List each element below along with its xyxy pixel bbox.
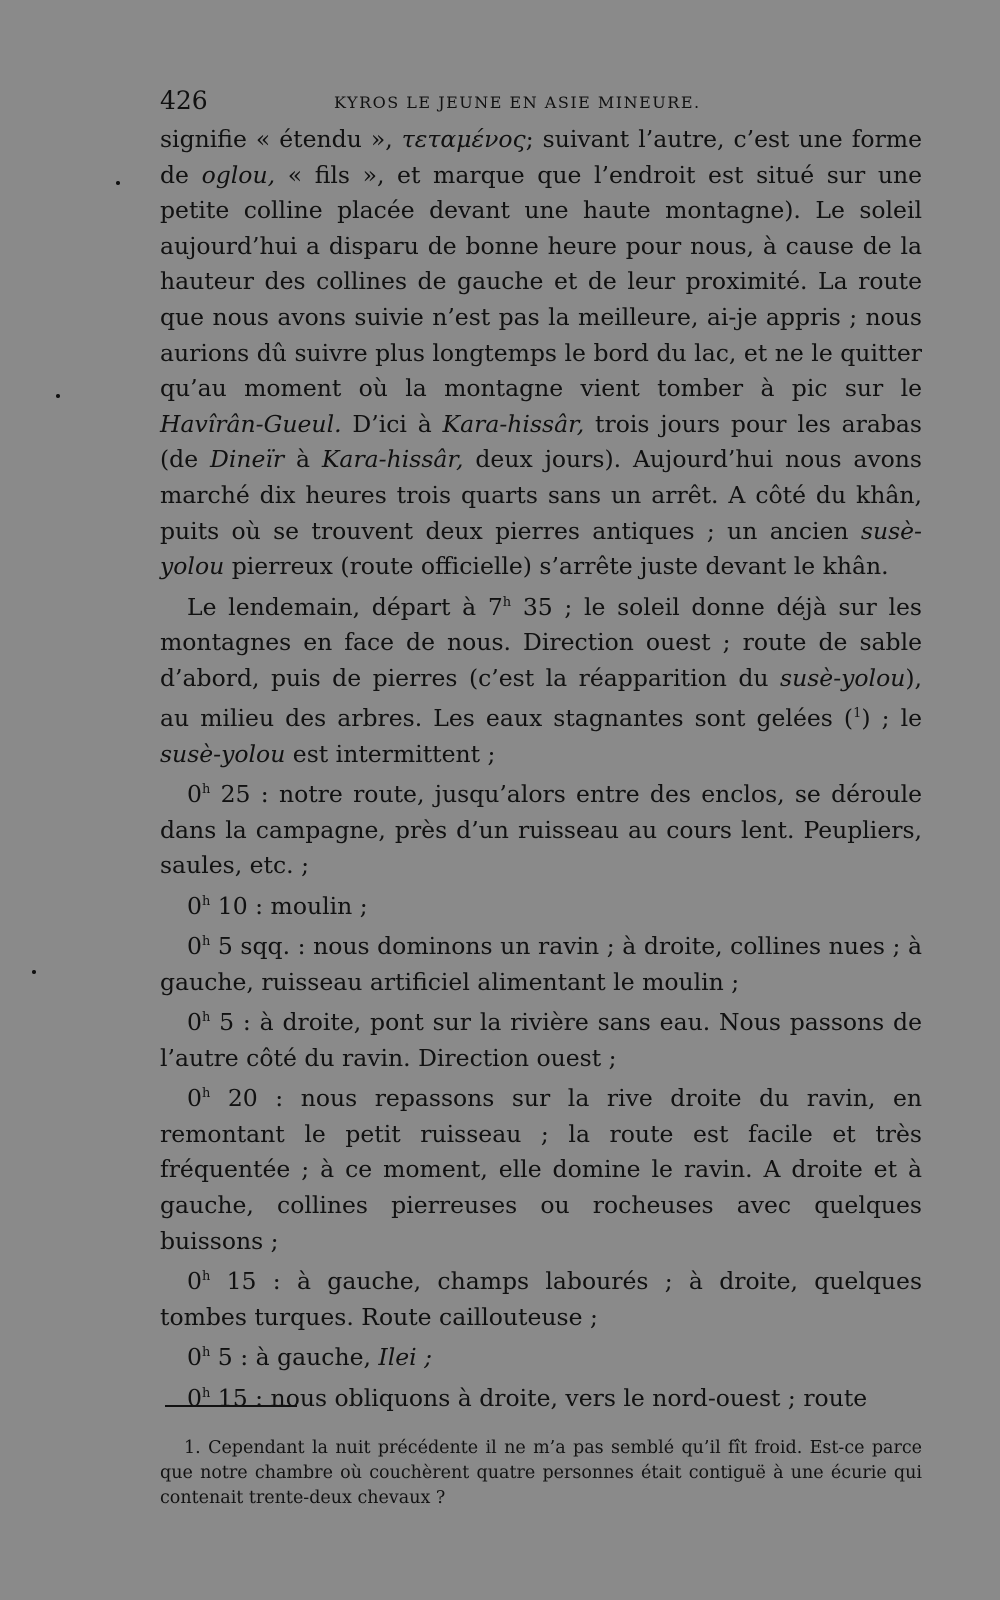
print-speck	[116, 181, 120, 185]
text-run: à	[284, 445, 322, 474]
entry-text: 5 sqq. : nous dominons un ravin ; à droite, collines nues ; à gauche, ruisseau artificiel alimentant le moulin ;	[160, 932, 922, 996]
entry-text: 5 : à droite, pont sur la rivière sans eau. Nous passons de l’autre côté du ravin. Direction ouest ;	[160, 1008, 922, 1072]
text-run: ) ; le	[861, 704, 922, 733]
itinerary-entry	[160, 1335, 922, 1375]
italic-term: susè-yolou	[160, 739, 286, 768]
entry-text: 25 : notre route, jusqu’alors entre des enclos, se déroule dans la campagne, près d’un ruisseau au cours lent. Peupliers, saules, etc. ;	[160, 780, 922, 880]
superscript: h	[201, 1345, 211, 1361]
entry-text: 5 : à gauche,	[210, 1343, 379, 1372]
entry-time: 0	[187, 1383, 202, 1412]
entry-time: 0	[187, 1084, 202, 1113]
text-run: trois jours pour les arabas (de	[160, 409, 922, 474]
running-head: KYROS LE JEUNE EN ASIE MINEURE.	[334, 93, 701, 112]
entry-time: 0	[187, 1343, 202, 1372]
text-run: deux jours). Aujourd’hui nous avons marché dix heures trois quarts sans un arrêt. A côté du khân, puits où se trouvent deux pierres antiques ; un ancien	[160, 445, 922, 545]
italic-term: oglou,	[201, 160, 276, 189]
superscript: h	[502, 594, 512, 610]
italic-place-name: Kara-hissâr,	[442, 409, 585, 438]
text-run: ), au milieu des arbres. Les eaux stagnantes sont gelées (	[160, 663, 922, 733]
superscript: h	[201, 1086, 211, 1102]
footnote-divider	[165, 1405, 297, 1407]
itinerary-entry	[160, 884, 922, 924]
itinerary-entry	[160, 1076, 922, 1259]
itinerary-entry	[160, 1376, 922, 1416]
text-run: Le lendemain, départ à 7	[187, 592, 503, 621]
superscript: h	[201, 782, 211, 798]
text-run: pierreux (route officielle) s’arrête juste devant le khân.	[224, 552, 889, 581]
entry-text: 15 : à gauche, champs labourés ; à droite, quelques tombes turques. Route caillouteuse ;	[160, 1267, 922, 1331]
superscript: h	[201, 1010, 211, 1026]
itinerary-entry	[160, 924, 922, 1000]
entry-time: 0	[187, 1267, 202, 1296]
entry-time: 0	[187, 780, 202, 809]
superscript: h	[201, 1385, 211, 1401]
footnote-reference: 1	[853, 706, 862, 722]
footnote-number: 1.	[184, 1438, 201, 1458]
text-run: ; suivant l’autre, c’est une forme de	[160, 125, 922, 189]
text-run: est intermittent ;	[285, 739, 496, 768]
itinerary-entry	[160, 1000, 922, 1076]
italic-place-name: Havîrân-Gueul.	[160, 409, 342, 438]
itinerary-entry	[160, 772, 922, 884]
entry-text: 15 : nous obliquons à droite, vers le nord-ouest ; route	[210, 1383, 868, 1412]
superscript: h	[201, 1269, 211, 1285]
superscript: h	[201, 934, 211, 950]
italic-place-name: Kara-hissâr,	[321, 445, 464, 474]
entry-time: 0	[187, 1008, 202, 1037]
text-run: D’ici à	[341, 409, 443, 438]
italic-place-name: Dineïr	[209, 445, 285, 474]
paragraph	[160, 122, 922, 585]
page	[160, 86, 922, 1416]
entry-text: 20 : nous repassons sur la rive droite du ravin, en remontant le petit ruisseau ; la route est facile et très fréquentée ; à ce moment, elle domine le ravin. A droite et à gauche, collines pierreuses ou rocheuses avec quelques buissons ;	[160, 1084, 922, 1255]
footnote	[160, 1436, 922, 1511]
greek-word: τεταμένος	[401, 125, 526, 153]
entry-time: 0	[187, 891, 202, 920]
itinerary-entry	[160, 1259, 922, 1335]
text-run: signifie « étendu »,	[160, 125, 402, 153]
footnote-text: Cependant la nuit précédente il ne m’a pas semblé qu’il fît froid. Est-ce parce que notre chambre où couchèrent quatre personnes était contiguë à une écurie qui contenait trente-deux chevaux ?	[160, 1438, 922, 1508]
print-speck	[56, 394, 60, 398]
paragraph	[160, 585, 922, 773]
italic-term: susè-yolou	[780, 663, 906, 692]
page-header	[160, 86, 922, 122]
italic-place-name: Ilei ;	[378, 1343, 433, 1372]
text-run: « fils », et marque que l’endroit est situé sur une petite colline placée devant une haute montagne). Le soleil aujourd’hui a disparu de bonne heure pour nous, à cause de la hauteur des collines de gauche et de leur proximité. La route que nous avons suivie n’est pas la meilleure, ai-je appris ; nous aurions dû suivre plus longtemps le bord du lac, et ne le quitter qu’au moment où la montagne vient tomber à pic sur le	[160, 160, 923, 403]
entry-text: 10 : moulin ;	[210, 891, 368, 920]
print-speck	[32, 970, 36, 974]
page-number: 426	[160, 86, 208, 115]
text-run: 35 ; le soleil donne déjà sur les montagnes en face de nous. Direction ouest ; route de sable d’abord, puis de pierres (c’est la réapparition du	[160, 592, 922, 692]
italic-term: susè-yolou	[160, 516, 922, 581]
entry-time: 0	[187, 932, 202, 961]
superscript: h	[201, 893, 211, 909]
body-text	[160, 122, 922, 1416]
